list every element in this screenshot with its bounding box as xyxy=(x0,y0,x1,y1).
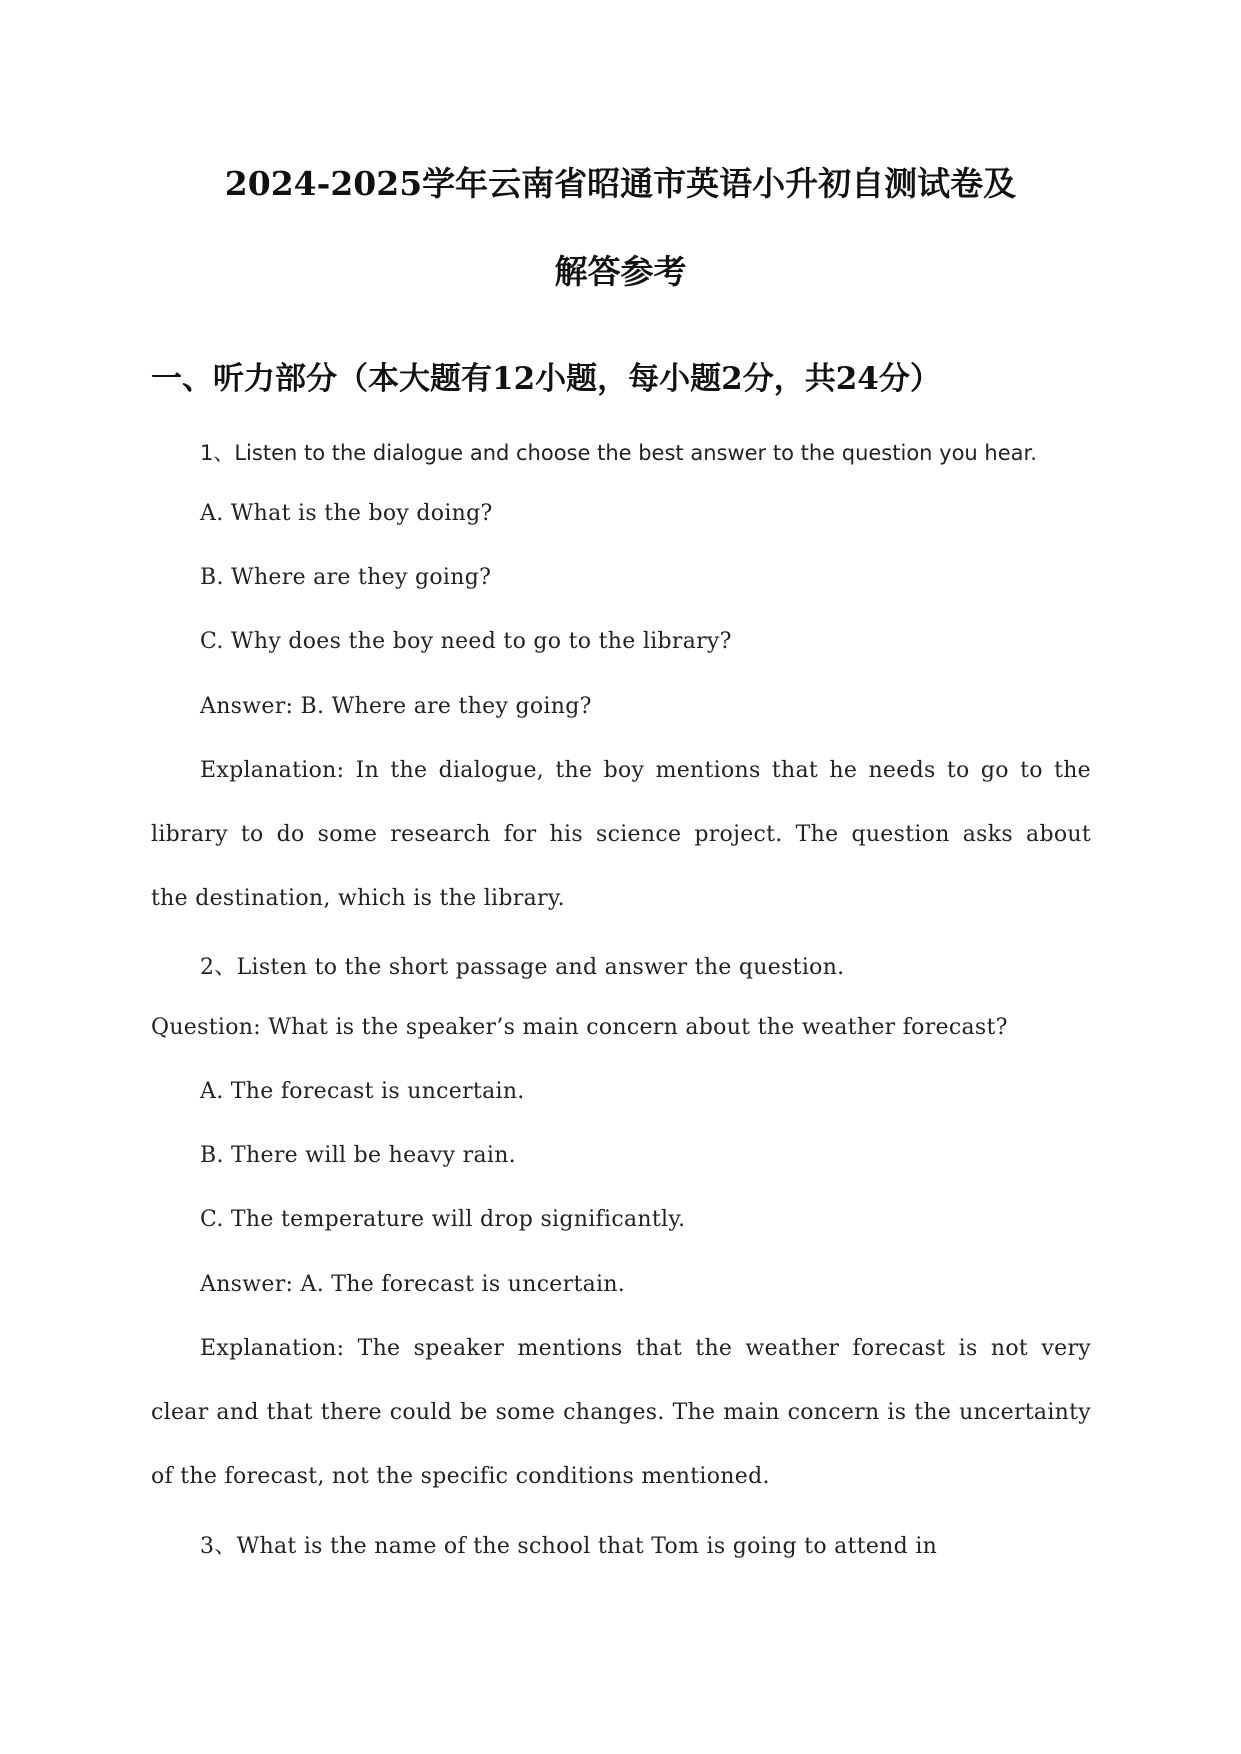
question-1-option-b: B. Where are they going? xyxy=(200,565,492,590)
question-2-option-c: C. The temperature will drop significantly. xyxy=(200,1207,686,1232)
section-heading: 一、听力部分（本大题有12小题，每小题2分，共24分） xyxy=(151,361,941,397)
question-2-explanation-line-2: clear and that there could be some changes. The main concern is the uncertainty xyxy=(151,1400,1091,1425)
question-1-explanation-line-2: library to do some research for his science project. The question asks about xyxy=(151,822,1091,847)
question-2-answer: Answer: A. The forecast is uncertain. xyxy=(200,1272,626,1297)
question-1-option-c: C. Why does the boy need to go to the library? xyxy=(200,629,732,654)
question-2-prompt: 2、Listen to the short passage and answer the question. xyxy=(200,955,845,980)
question-2-option-b: B. There will be heavy rain. xyxy=(200,1143,516,1168)
question-3-prompt: 3、What is the name of the school that Tom is going to attend in xyxy=(200,1534,938,1559)
question-2-explanation-line-3: of the forecast, not the specific conditions mentioned. xyxy=(151,1464,770,1489)
question-2-question: Question: What is the speaker’s main concern about the weather forecast? xyxy=(151,1015,1008,1040)
question-1-answer: Answer: B. Where are they going? xyxy=(200,694,592,719)
question-1-option-a: A. What is the boy doing? xyxy=(200,501,493,526)
question-2-option-a: A. The forecast is uncertain. xyxy=(200,1079,525,1104)
question-1-prompt: 1、Listen to the dialogue and choose the best answer to the question you hear. xyxy=(200,441,1037,465)
document-title-line-2: 解答参考 xyxy=(554,252,687,291)
document-title-line-1: 2024-2025学年云南省昭通市英语小升初自测试卷及 xyxy=(224,164,1017,203)
question-1-explanation-line-1: Explanation: In the dialogue, the boy mentions that he needs to go to the xyxy=(200,758,1091,783)
question-1-explanation-line-3: the destination, which is the library. xyxy=(151,886,565,911)
question-2-explanation-line-1: Explanation: The speaker mentions that the weather forecast is not very xyxy=(200,1336,1091,1361)
